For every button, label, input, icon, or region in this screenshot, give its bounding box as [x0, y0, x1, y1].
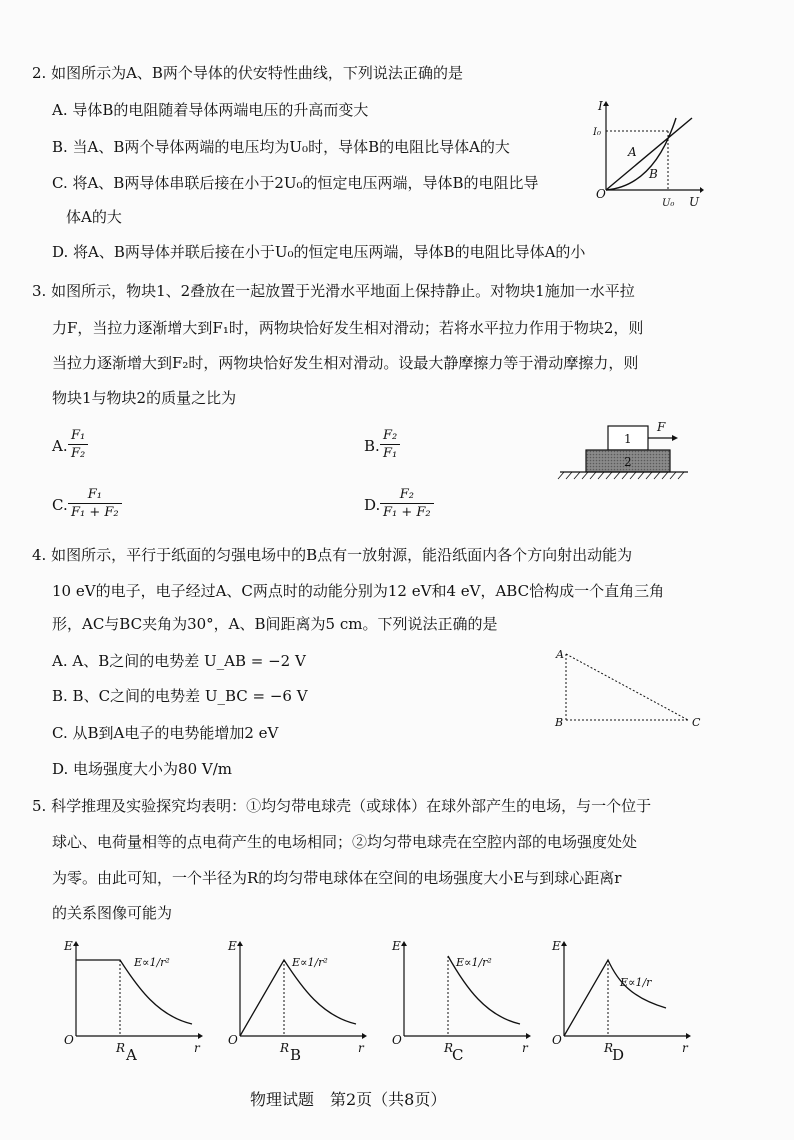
q4-point-b: B: [555, 716, 564, 729]
q5-graph-a: [58, 936, 206, 1060]
q2-u-label: U: [689, 195, 700, 209]
q5-graph-c-e: E: [392, 939, 401, 953]
q4-option-b: B. B、C之间的电势差 U_BC = −6 V: [52, 687, 308, 705]
q3-line-3: 当拉力逐渐增大到F₂时，两物块恰好发生相对滑动。设最大静摩擦力等于滑动摩擦力，则: [52, 354, 639, 372]
q3-line-4: 物块1与物块2的质量之比为: [52, 389, 237, 407]
q4-option-d: D. 电场强度大小为80 V/m: [52, 760, 232, 778]
q2-origin-label: O: [596, 187, 606, 201]
q2-curve-b: [606, 118, 676, 190]
q5-graph-d-relation: E∝1/r: [620, 976, 652, 989]
q5-graph-a-o: O: [64, 1033, 74, 1047]
q5-graph-c-r-big: R: [444, 1041, 454, 1055]
q5-graph-d-o: O: [552, 1033, 562, 1047]
q3-option-b-label: B.: [364, 437, 380, 455]
q3-blocks-figure: [556, 414, 690, 480]
q5-graph-c: [386, 936, 534, 1060]
q4-line-3: 形，AC与BC夹角为30°，A、B间距离为5 cm。下列说法正确的是: [52, 615, 498, 633]
q3-option-c-label: C.: [52, 496, 68, 514]
q5-graph-a-e: E: [64, 939, 73, 953]
q2-curve-b-label: B: [649, 167, 658, 181]
q3-option-c-fraction: [68, 486, 122, 521]
q2-i-label: I: [598, 99, 603, 113]
q3-option-b-num: F₂: [380, 427, 400, 445]
q5-graph-d-curve: [564, 960, 666, 1036]
q5-graph-c-r: r: [522, 1041, 528, 1055]
q3-line-1: 3. 如图所示，物块1、2叠放在一起放置于光滑水平地面上保持静止。对物块1施加一水平拉: [32, 282, 635, 300]
q3-option-b-fraction: [380, 427, 400, 462]
q3-option-d-label: D.: [364, 496, 381, 514]
q5-line-4: 的关系图像可能为: [52, 904, 173, 922]
q4-triangle-figure: [552, 642, 710, 734]
q5-graph-c-relation: E∝1/r²: [456, 956, 492, 969]
q5-graph-d: [546, 936, 694, 1060]
q3-force-label: F: [657, 420, 666, 434]
q5-graph-a-label: A: [126, 1046, 137, 1064]
q2-iu-graph: [592, 98, 704, 210]
q2-option-c: C. 将A、B两导体串联后接在小于2U₀的恒定电压两端，导体B的电阻比导: [52, 174, 539, 192]
q5-graph-a-curve: [76, 960, 192, 1024]
q4-point-a: A: [556, 648, 564, 661]
q3-option-a-den: F₂: [71, 446, 86, 461]
q5-graph-a-r-big: R: [116, 1041, 126, 1055]
q5-graph-b-o: O: [228, 1033, 238, 1047]
q3-option-b-den: F₁: [383, 446, 398, 461]
q5-graph-b-label: B: [290, 1046, 302, 1064]
q3-option-d-den: F₁ + F₂: [383, 505, 431, 520]
q3-block-2-label: 2: [624, 455, 632, 469]
q5-graph-b-r-big: R: [280, 1041, 290, 1055]
q2-curve-a-label: A: [628, 145, 637, 159]
q3-line-2: 力F，当拉力逐渐增大到F₁时，两物块恰好发生相对滑动；若将水平拉力作用于物块2，则: [52, 319, 644, 337]
q4-line-2: 10 eV的电子，电子经过A、C两点时的动能分别为12 eV和4 eV，ABC恰构成一个直角三角: [52, 582, 665, 600]
q3-option-a-label: A.: [52, 437, 68, 455]
q2-u0-label: U₀: [662, 198, 675, 209]
q3-option-d-num: F₂: [380, 486, 434, 504]
q2-option-b: B. 当A、B两个导体两端的电压均为U₀时，导体B的电阻比导体A的大: [52, 138, 510, 156]
q2-option-c-cont: 体A的大: [66, 208, 122, 226]
q2-option-a: A. 导体B的电阻随着导体两端电压的升高而变大: [52, 101, 369, 119]
q5-graph-a-r: r: [194, 1041, 200, 1055]
q4-point-c: C: [692, 716, 701, 729]
q5-line-2: 球心、电荷量相等的点电荷产生的电场相同；②均匀带电球壳在空腔内部的电场强度处处: [52, 833, 638, 851]
page-footer: 物理试题 第2页（共8页）: [250, 1090, 447, 1109]
q3-option-d-fraction: [380, 486, 434, 521]
q4-option-c: C. 从B到A电子的电势能增加2 eV: [52, 724, 279, 742]
q5-graph-c-o: O: [392, 1033, 402, 1047]
q2-i0-label: I₀: [593, 127, 601, 138]
q5-graph-b-r: r: [358, 1041, 364, 1055]
q5-graph-c-label: C: [452, 1046, 464, 1064]
q5-graph-d-e: E: [552, 939, 561, 953]
q5-graph-d-r: r: [682, 1041, 688, 1055]
q5-graph-d-label: D: [612, 1046, 625, 1064]
q5-graph-b-curve: [240, 960, 356, 1036]
q5-graph-b-e: E: [228, 939, 237, 953]
q5-graph-a-relation: E∝1/r²: [134, 956, 170, 969]
q2-option-d: D. 将A、B两导体并联后接在小于U₀的恒定电压两端，导体B的电阻比导体A的小: [52, 243, 586, 261]
q3-option-a-num: F₁: [68, 427, 88, 445]
q2-stem: 2. 如图所示为A、B两个导体的伏安特性曲线，下列说法正确的是: [32, 64, 463, 82]
q5-graph-b: [222, 936, 370, 1060]
q5-graph-d-r-big: R: [604, 1041, 614, 1055]
q4-line-1: 4. 如图所示，平行于纸面的匀强电场中的B点有一放射源，能沿纸面内各个方向射出动能为: [32, 546, 633, 564]
q3-option-c-num: F₁: [68, 486, 122, 504]
q3-block-1-label: 1: [624, 432, 632, 446]
q3-option-a-fraction: [68, 427, 88, 462]
q4-option-a: A. A、B之间的电势差 U_AB = −2 V: [52, 652, 306, 670]
q5-line-1: 5. 科学推理及实验探究均表明：①均匀带电球壳（或球体）在球外部产生的电场，与一个位于: [32, 797, 652, 815]
q5-graph-b-relation: E∝1/r²: [292, 956, 328, 969]
q5-line-3: 为零。由此可知，一个半径为R的均匀带电球体在空间的电场强度大小E与到球心距离r: [52, 869, 622, 887]
q3-option-c-den: F₁ + F₂: [71, 505, 119, 520]
